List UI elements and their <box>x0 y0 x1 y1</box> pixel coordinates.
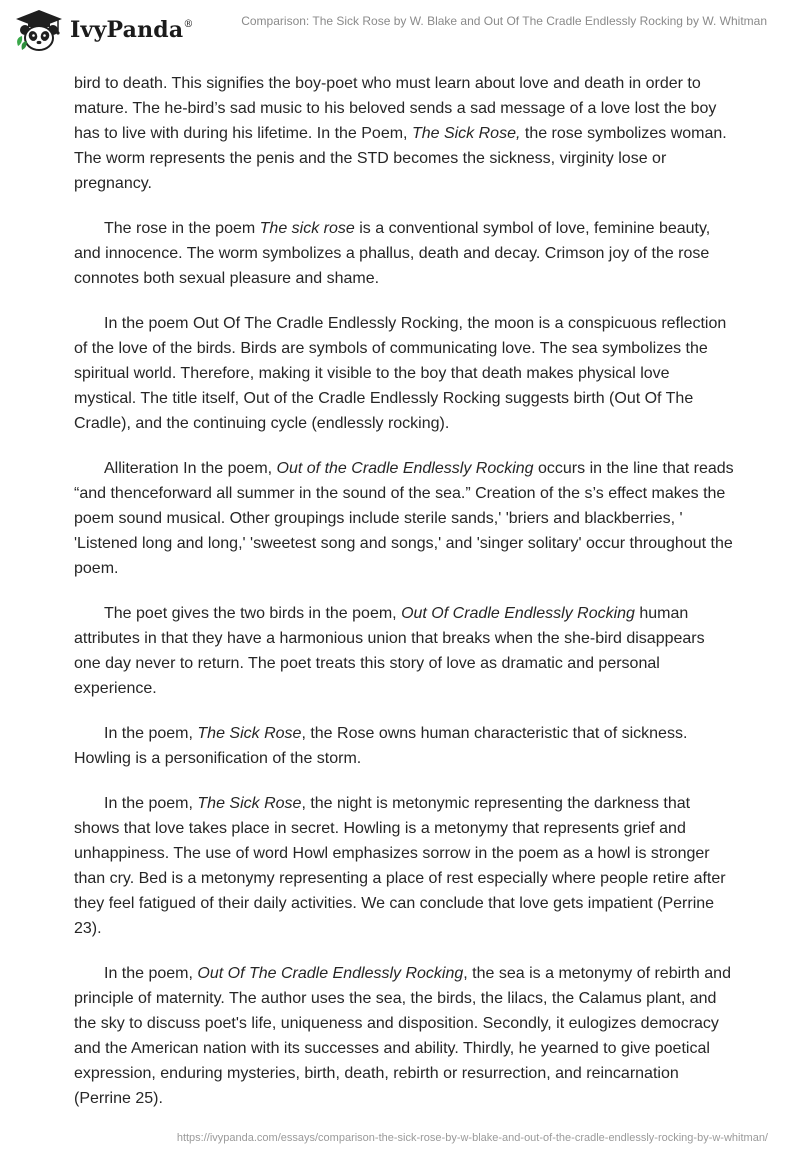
essay-paragraph <box>74 71 734 196</box>
essay-body <box>74 71 734 1111</box>
paragraph-text: In the poem, <box>104 965 198 982</box>
paragraph-text: The rose in the poem <box>104 220 260 237</box>
italic-title: Out Of Cradle Endlessly Rocking <box>401 605 635 622</box>
ivypanda-logo[interactable] <box>14 8 194 52</box>
italic-title: The Sick Rose, <box>411 125 521 142</box>
italic-title: Out Of The Cradle Endlessly Rocking <box>197 965 464 982</box>
essay-paragraph <box>74 216 734 291</box>
paragraph-text: the rose symbolizes woman. The worm represents the penis and the STD becomes the sickness, virginity lose or pregnancy. <box>74 125 727 192</box>
paragraph-text: In the poem Out Of The Cradle Endlessly Rocking, the moon is a conspicuous reflection of the love of the birds. Birds are symbols of communicating love. The sea symbolizes the spiritual world. Therefore, making it visible to the boy that death makes physical love mystical. The title itself, Out of the Cradle Endlessly Rocking suggests birth (Out Of The Cradle), and the continuing cycle (endlessly rocking). <box>74 315 727 432</box>
essay-paragraph <box>74 721 734 771</box>
paragraph-text: , the night is metonymic representing the darkness that shows that love takes place in secret. Howling is a metonymy that represents grief and unhappiness. The use of word Howl emphasizes sorrow in the poem as a howl is stronger than cry. Bed is a metonymy representing a place of rest especially where people retire after they feel fatigued of their daily activities. We can conclude that love gets impatient (Perrine 23). <box>74 795 726 937</box>
panda-graduate-icon <box>14 8 64 52</box>
paragraph-text: In the poem, <box>104 795 198 812</box>
essay-paragraph <box>74 961 734 1111</box>
essay-paragraph <box>74 601 734 701</box>
paragraph-text: In the poem, <box>104 725 198 742</box>
paragraph-text: is a conventional symbol of love, feminine beauty, and innocence. The worm symbolizes a phallus, death and decay. Crimson joy of the rose connotes both sexual pleasure and shame. <box>74 220 711 287</box>
brand-name: IvyPanda® <box>70 17 194 43</box>
paragraph-text: The poet gives the two birds in the poem, <box>104 605 402 622</box>
paragraph-text: , the sea is a metonymy of rebirth and principle of maternity. The author uses the sea, the birds, the lilacs, the Calamus plant, and the sky to discuss poet's life, uniqueness and disposition. Secondly, it eulogizes democracy and the American nation with its successes and ability. Thirdly, he yearned to give poetical expression, enduring mysteries, birth, death, rebirth or resurrection, and reincarnation (Perrine 25). <box>74 965 731 1107</box>
page-header <box>0 0 800 62</box>
italic-title: The Sick Rose <box>197 725 302 742</box>
italic-title: Out of the Cradle Endlessly Rocking <box>276 460 534 477</box>
italic-title: The sick rose <box>259 220 355 237</box>
document-title: Comparison: The Sick Rose by W. Blake and Out Of The Cradle Endlessly Rocking by W. Whitman <box>241 14 767 28</box>
essay-paragraph <box>74 311 734 436</box>
source-url[interactable]: https://ivypanda.com/essays/comparison-the-sick-rose-by-w-blake-and-out-of-the-cradle-endlessly-rocking-by-w-whitman/ <box>176 1132 768 1144</box>
paragraph-text: , the Rose owns human characteristic that of sickness. Howling is a personification of the storm. <box>74 725 688 767</box>
essay-paragraph <box>74 456 734 581</box>
italic-title: The Sick Rose <box>197 795 302 812</box>
paragraph-text: human attributes in that they have a harmonious union that breaks when the she-bird disappears one day never to return. The poet treats this story of love as dramatic and personal experience. <box>74 605 705 697</box>
essay-paragraph <box>74 791 734 941</box>
paragraph-text: occurs in the line that reads “and thenceforward all summer in the sound of the sea.” Creation of the s’s effect makes the poem sound musical. Other groupings include sterile sands,' 'briers and blackberries, ' 'Listened long and long,' 'sweetest song and songs,' and 'singer solitary' occur throughout the poem. <box>74 460 734 577</box>
registered-mark: ® <box>183 19 194 30</box>
paragraph-text: Alliteration In the poem, <box>104 460 277 477</box>
paragraph-text: bird to death. This signifies the boy-poet who must learn about love and death in order to mature. The he-bird’s sad music to his beloved sends a sad message of a love lost the boy has to live with during his lifetime. In the Poem, <box>74 75 717 142</box>
